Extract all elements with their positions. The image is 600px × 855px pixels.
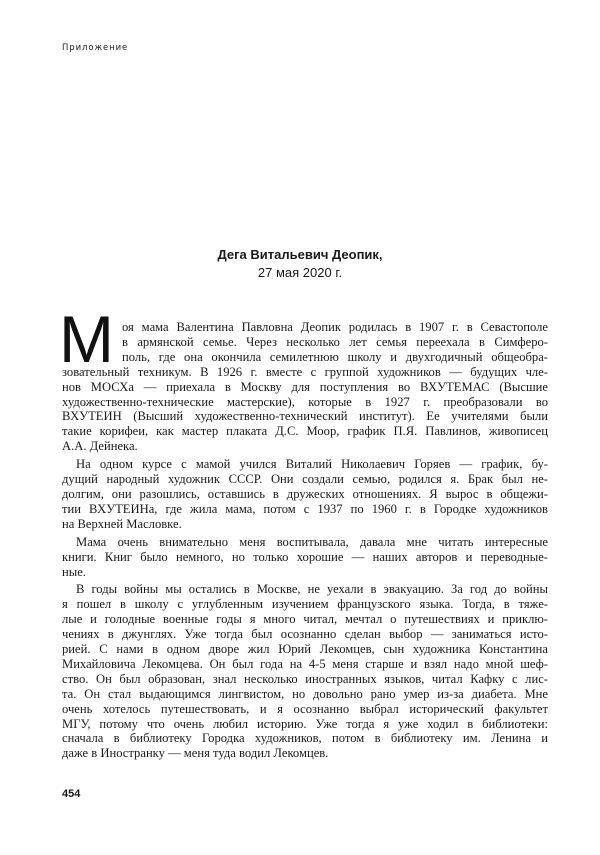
text-line: Мама очень внимательно меня воспитывала, давала мне читать интересные: [76, 534, 548, 549]
text-line: Михайловича Лекомцева. Он был года на 4-5 меня старше и взял надо мной шеф-: [62, 656, 548, 671]
text-line: На одном курсе с мамой учился Виталий Николаевич Горяев — график, бу-: [76, 457, 548, 472]
text-line: сначала в библиотеку Городка художников, потом в библиотеку им. Ленина и: [62, 731, 548, 746]
page-number: 454: [62, 788, 81, 800]
drop-cap: М: [59, 302, 114, 376]
paragraph: [62, 535, 548, 580]
text-line: на Верхней Масловке.: [62, 516, 182, 531]
text-line: рией. С нами в одном дворе жил Юрий Лекомцев, сын художника Константина: [62, 642, 548, 657]
text-line: ство. Он был образован, знал несколько иностранных языков, читал Кафку с лис-: [62, 671, 548, 686]
text-line: тии ВХУТЕИНа, где жила мама, потом с 1937 по 1960 г. в Городке художников: [62, 501, 548, 516]
text-line: А.А. Дейнека.: [62, 439, 138, 454]
paragraph: [62, 582, 548, 761]
text-line: В годы войны мы остались в Москве, не уехали в эвакуацию. За год до войны: [76, 582, 548, 597]
text-line: та. Он стал выдающимся лингвистом, но довольно рано умер из-за диабета. Мне: [62, 686, 548, 701]
interview-date: 27 мая 2020 г.: [257, 265, 343, 280]
running-head: Приложение: [62, 43, 129, 53]
body-text: [62, 320, 548, 761]
paragraph: [62, 320, 548, 454]
text-line: даже в Иностранку — меня туда водил Лекомцев.: [62, 746, 329, 761]
paragraph: [62, 457, 548, 532]
text-line: в армянской семье. Через несколько лет семья переехала в Симферо-: [122, 334, 548, 349]
text-line: такие корифеи, как мастер плаката Д.С. Моор, график П.Я. Павлинов, живописец: [62, 424, 548, 439]
text-line: долгим, они разошлись, оставшись в дружеских отношениях. Я вырос в общежи-: [62, 486, 548, 501]
text-line: художественно-технические мастерские), которые в 1927 г. преобразовали во: [62, 394, 548, 409]
text-line: лые и голодные военные годы я много читал, мечтал о путешествиях и приклю-: [62, 612, 548, 627]
interview-name: Дега Витальевич Деопик,: [217, 247, 383, 262]
text-line: МГУ, потому что очень любил историю. Уже тогда я уже ходил в библиотеки:: [62, 716, 548, 731]
text-line: дущий народный художник СССР. Они создали семью, родился я. Брак был не-: [62, 472, 548, 487]
text-line: книги. Книг было немного, но только хорошие — наших авторов и переводные-: [62, 549, 548, 564]
text-line: оя мама Валентина Павловна Деопик родилась в 1907 г. в Севастополе: [122, 320, 548, 334]
text-line: чениях в джунглях. Уже тогда был осознанно сделан выбор — заниматься исто-: [62, 627, 548, 642]
text-line: зовательный техникум. В 1926 г. вместе с группой художников — будущих чле-: [62, 364, 548, 379]
text-line: ВХУТЕИН (Высший художественно-технический институт). Ее учителями были: [62, 409, 548, 424]
text-line: я пошел в школу с углубленным изучением французского языка. Тогда, в тяже-: [62, 597, 548, 612]
text-line: очень хотелось путешествовать, и я осознанно выбрал исторический факультет: [62, 701, 548, 716]
text-line: поль, где она окончила семилетнюю школу и двухгодичный общеобра-: [122, 349, 548, 364]
text-line: нов МОСХа — приехала в Москву для поступления во ВХУТЕМАС (Высшие: [62, 379, 548, 394]
text-line: ные.: [62, 564, 86, 579]
